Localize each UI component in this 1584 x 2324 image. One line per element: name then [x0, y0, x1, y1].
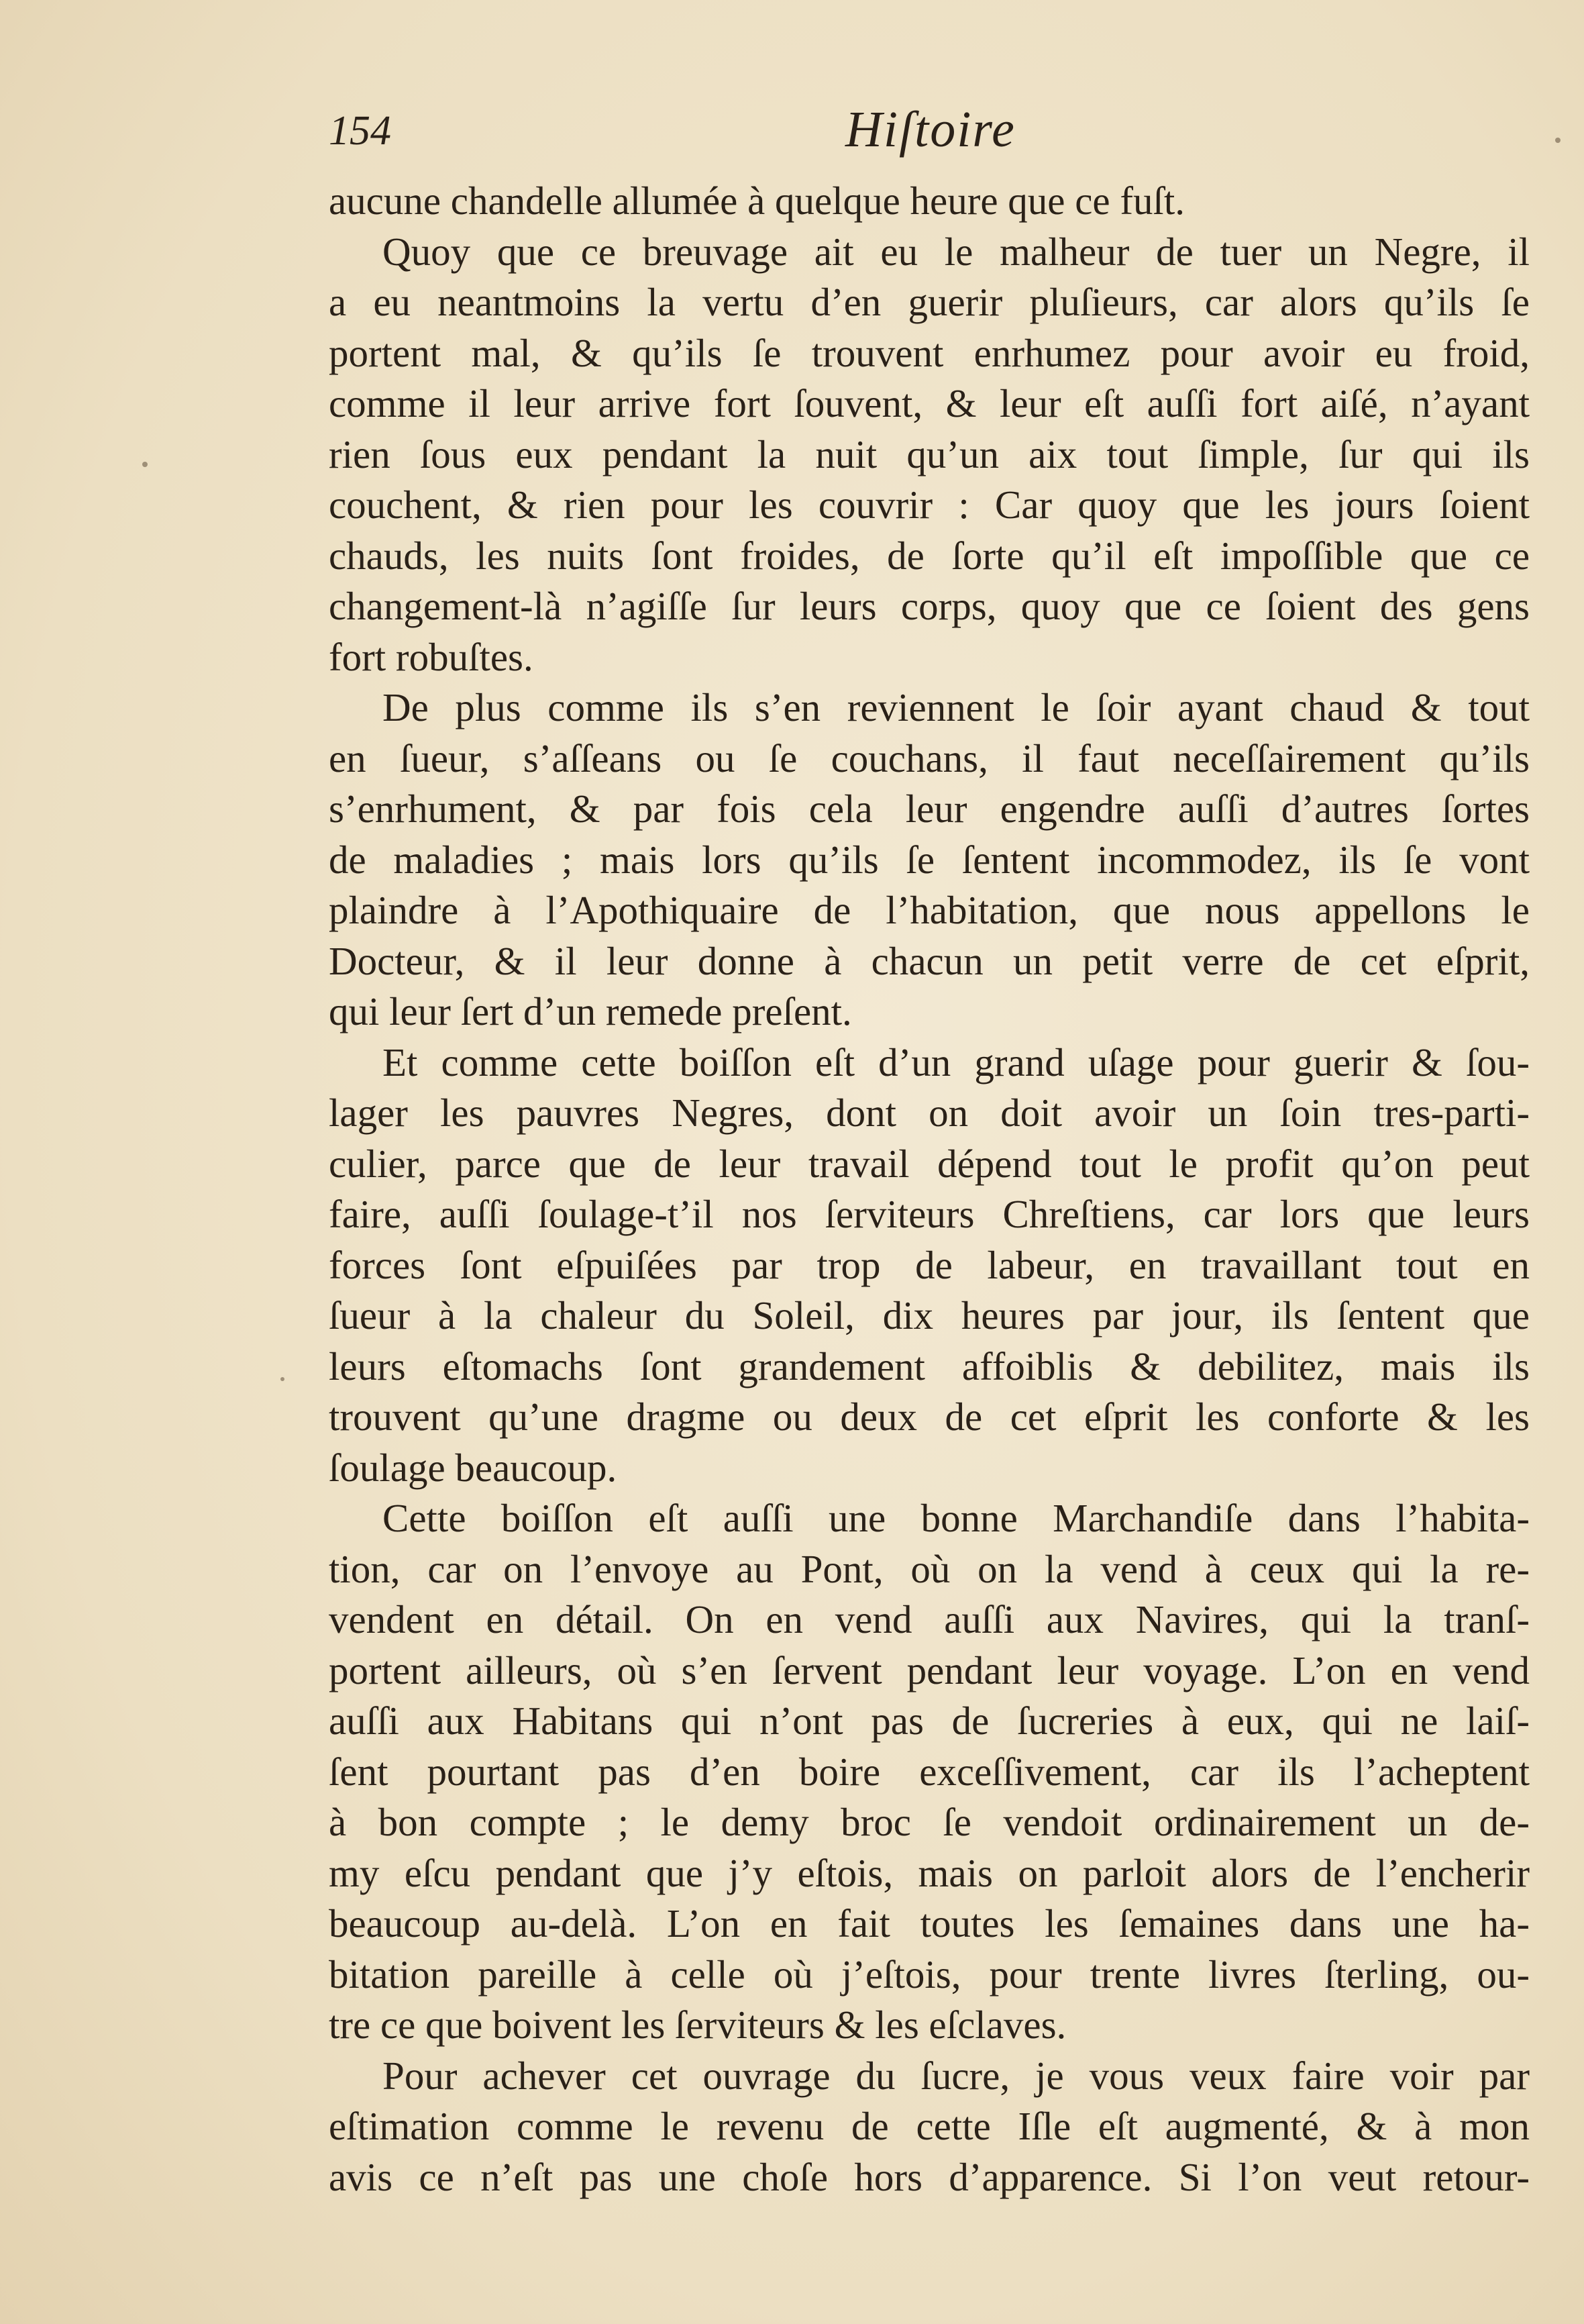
text-line: lager les pauvres Negres, dont on doit avoir un ſoin tres-parti-: [329, 1091, 1530, 1135]
paper-speck: [280, 1377, 284, 1381]
page-header: [329, 101, 1530, 174]
body-text: [329, 176, 1530, 2203]
text-line: s’enrhument, & par fois cela leur engendre auſſi d’autres ſortes: [329, 787, 1530, 831]
text-line: de maladies ; mais lors qu’ils ſe ſentent incommodez, ils ſe vont: [329, 837, 1530, 882]
paper-speck: [1555, 138, 1561, 143]
text-line: avis ce n’eſt pas une choſe hors d’apparence. Si l’on veut retour-: [329, 2154, 1530, 2199]
text-line: plaindre à l’Apothiquaire de l’habitation, que nous appellons le: [329, 888, 1530, 932]
text-line: faire, auſſi ſoulage-t’il nos ſerviteurs Chreſtiens, car lors que leurs: [329, 1192, 1530, 1236]
text-line: Et comme cette boiſſon eſt d’un grand uſage pour guerir & ſou-: [382, 1040, 1530, 1084]
text-line: portent ailleurs, où s’en ſervent pendant leur voyage. L’on en vend: [329, 1648, 1530, 1693]
text-line: bitation pareille à celle où j’eſtois, pour trente livres ſterling, ou-: [329, 1952, 1530, 1997]
text-line: aucune chandelle allumée à quelque heure que ce fuſt.: [329, 179, 1185, 223]
text-line: tre ce que boivent les ſerviteurs & les eſclaves.: [329, 2003, 1067, 2047]
running-title: Hiſtoire: [845, 101, 1016, 158]
page-number: 154: [329, 108, 391, 154]
text-line: fort robuſtes.: [329, 634, 533, 679]
text-line: Docteur, & il leur donne à chacun un petit verre de cet eſprit,: [329, 938, 1530, 983]
text-line: rien ſous eux pendant la nuit qu’un aix tout ſimple, ſur qui ils: [329, 432, 1530, 476]
text-line: ſueur à la chaleur du Soleil, dix heures par jour, ils ſentent que: [329, 1293, 1530, 1337]
text-line: couchent, & rien pour les couvrir : Car quoy que les jours ſoient: [329, 483, 1530, 527]
text-line: comme il leur arrive fort ſouvent, & leur eſt auſſi fort aiſé, n’ayant: [329, 381, 1530, 425]
text-line: vendent en détail. On en vend auſſi aux Navires, qui la tranſ-: [329, 1597, 1530, 1641]
text-line: beaucoup au-delà. L’on en fait toutes les ſemaines dans une ha-: [329, 1901, 1530, 1946]
text-line: auſſi aux Habitans qui n’ont pas de ſucreries à eux, qui ne laiſ-: [329, 1699, 1530, 1743]
text-line: forces ſont eſpuiſées par trop de labeur, en travaillant tout en: [329, 1242, 1530, 1287]
text-line: qui leur ſert d’un remede preſent.: [329, 989, 852, 1033]
text-line: à bon compte ; le demy broc ſe vendoit ordinairement un de-: [329, 1800, 1530, 1844]
text-line: Quoy que ce breuvage ait eu le malheur de tuer un Negre, il: [382, 229, 1530, 274]
text-line: my eſcu pendant que j’y eſtois, mais on parloit alors de l’encherir: [329, 1850, 1530, 1895]
paper-speck: [142, 462, 148, 467]
text-line: trouvent qu’une dragme ou deux de cet eſprit les conforte & les: [329, 1395, 1530, 1439]
text-line: ſent pourtant pas d’en boire exceſſivement, car ils l’acheptent: [329, 1749, 1530, 1794]
text-line: a eu neantmoins la vertu d’en guerir pluſieurs, car alors qu’ils ſe: [329, 280, 1530, 324]
text-line: De plus comme ils s’en reviennent le ſoir ayant chaud & tout: [382, 685, 1530, 729]
text-line: en ſueur, s’aſſeans ou ſe couchans, il faut neceſſairement qu’ils: [329, 736, 1530, 780]
text-line: Pour achever cet ouvrage du ſucre, je vous veux faire voir par: [382, 2053, 1530, 2098]
text-line: changement-là n’agiſſe ſur leurs corps, quoy que ce ſoient des gens: [329, 584, 1530, 628]
text-line: ſoulage beaucoup.: [329, 1445, 617, 1490]
text-line: portent mal, & qu’ils ſe trouvent enrhumez pour avoir eu froid,: [329, 330, 1530, 375]
text-line: Cette boiſſon eſt auſſi une bonne Marchandiſe dans l’habita-: [382, 1496, 1530, 1540]
text-line: leurs eſtomachs ſont grandement affoiblis & debilitez, mais ils: [329, 1344, 1530, 1388]
text-line: tion, car on l’envoye au Pont, où on la vend à ceux qui la re-: [329, 1546, 1530, 1591]
text-line: chauds, les nuits ſont froides, de ſorte qu’il eſt impoſſible que ce: [329, 533, 1530, 578]
text-line: eſtimation comme le revenu de cette Iſle eſt augmenté, & à mon: [329, 2104, 1530, 2148]
text-line: culier, parce que de leur travail dépend tout le profit qu’on peut: [329, 1141, 1530, 1186]
